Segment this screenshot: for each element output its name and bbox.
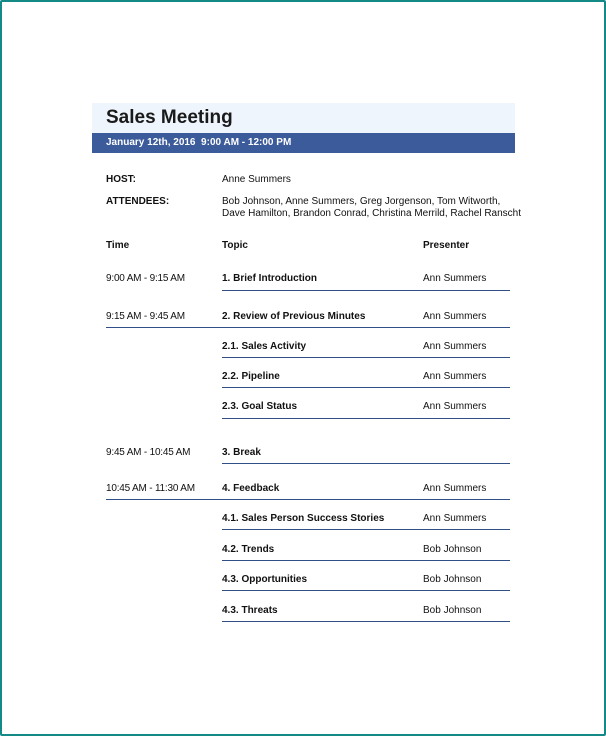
row-topic: 2. Review of Previous Minutes bbox=[222, 311, 366, 322]
row-divider bbox=[222, 290, 510, 291]
row-divider bbox=[222, 463, 510, 464]
row-divider bbox=[222, 560, 510, 561]
row-topic: 2.3. Goal Status bbox=[222, 401, 298, 412]
row-topic: 4. Feedback bbox=[222, 483, 280, 494]
row-time: 9:00 AM - 9:15 AM bbox=[106, 273, 185, 284]
row-topic: 4.2. Trends bbox=[222, 544, 275, 555]
row-topic: 4.1. Sales Person Success Stories bbox=[222, 513, 385, 524]
row-divider bbox=[222, 387, 510, 388]
row-divider bbox=[222, 590, 510, 591]
row-time: 9:15 AM - 9:45 AM bbox=[106, 311, 185, 322]
row-topic: 2.2. Pipeline bbox=[222, 371, 280, 382]
header-time: Time bbox=[106, 240, 130, 251]
row-divider bbox=[106, 327, 510, 328]
row-divider bbox=[222, 357, 510, 358]
row-time: 10:45 AM - 11:30 AM bbox=[106, 483, 195, 494]
row-presenter: Ann Summers bbox=[423, 273, 487, 284]
row-presenter: Ann Summers bbox=[423, 513, 487, 524]
row-divider bbox=[222, 621, 510, 622]
row-topic: 3. Break bbox=[222, 447, 261, 458]
row-presenter: Bob Johnson bbox=[423, 574, 482, 585]
row-presenter: Bob Johnson bbox=[423, 544, 482, 555]
header-presenter: Presenter bbox=[423, 240, 470, 251]
page-title: Sales Meeting bbox=[106, 107, 233, 128]
attendees-line-2: Dave Hamilton, Brandon Conrad, Christina Merrild, Rachel Ranscht bbox=[222, 208, 522, 219]
row-presenter: Ann Summers bbox=[423, 341, 487, 352]
row-presenter: Ann Summers bbox=[423, 371, 487, 382]
attendees-line-1: Bob Johnson, Anne Summers, Greg Jorgenson, Tom Witworth, bbox=[222, 196, 501, 207]
row-divider bbox=[222, 418, 510, 419]
header-topic: Topic bbox=[222, 240, 248, 251]
row-presenter: Ann Summers bbox=[423, 311, 487, 322]
row-time: 9:45 AM - 10:45 AM bbox=[106, 447, 191, 458]
row-presenter: Bob Johnson bbox=[423, 605, 482, 616]
row-presenter: Ann Summers bbox=[423, 401, 487, 412]
row-topic: 1. Brief Introduction bbox=[222, 273, 317, 284]
row-presenter: Ann Summers bbox=[423, 483, 487, 494]
row-divider bbox=[222, 529, 510, 530]
host-value: Anne Summers bbox=[222, 174, 291, 185]
attendees-label: ATTENDEES: bbox=[106, 196, 170, 207]
row-divider bbox=[106, 499, 510, 500]
row-topic: 2.1. Sales Activity bbox=[222, 341, 307, 352]
row-topic: 4.3. Threats bbox=[222, 605, 278, 616]
row-topic: 4.3. Opportunities bbox=[222, 574, 308, 585]
host-label: HOST: bbox=[106, 174, 136, 185]
meeting-date: January 12th, 2016 9:00 AM - 12:00 PM bbox=[106, 137, 292, 148]
